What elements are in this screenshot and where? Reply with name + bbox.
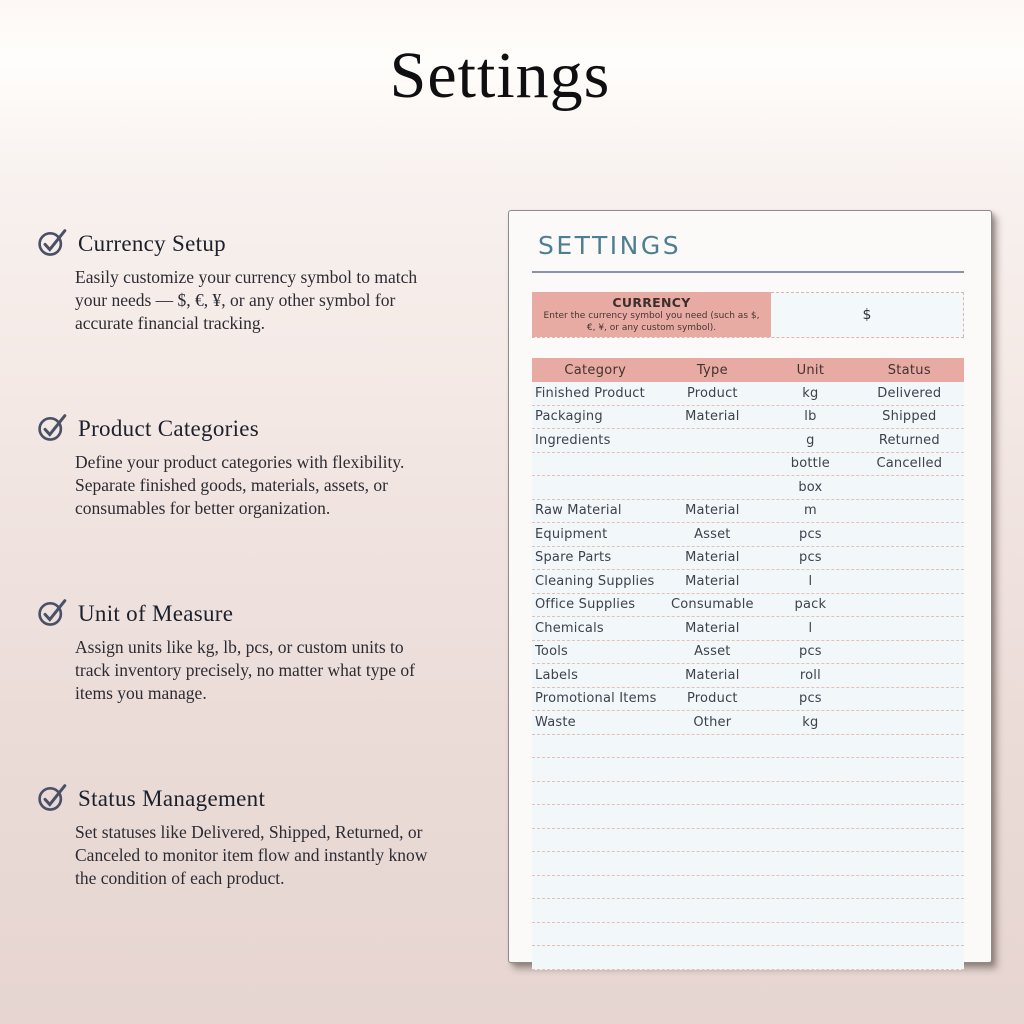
cell-category[interactable]: Packaging — [535, 409, 603, 425]
cell-category[interactable] — [532, 735, 659, 758]
cell-type[interactable] — [659, 829, 767, 852]
table-row — [532, 758, 964, 782]
table-row — [532, 852, 964, 876]
currency-help-text: Enter the currency symbol you need (such as $, €, ¥, or any custom symbol). — [543, 310, 760, 333]
cell-category[interactable] — [532, 758, 659, 781]
cell-status[interactable] — [855, 641, 964, 664]
table-row — [532, 382, 964, 406]
cell-unit[interactable] — [766, 782, 855, 805]
cell-status[interactable] — [855, 899, 964, 922]
cell-unit[interactable]: l — [808, 573, 813, 589]
cell-unit[interactable] — [766, 876, 855, 899]
check-circle-icon — [38, 598, 70, 627]
feature-title: Status Management — [78, 785, 266, 811]
table-row — [532, 617, 964, 641]
cell-unit[interactable]: box — [798, 479, 823, 495]
table-row — [532, 594, 964, 618]
check-circle-icon — [38, 783, 70, 812]
cell-category[interactable] — [532, 829, 659, 852]
feature-unit-of-measure — [38, 600, 458, 723]
cell-type[interactable]: Material — [685, 667, 740, 683]
cell-type[interactable]: Consumable — [670, 597, 754, 613]
cell-type[interactable] — [659, 758, 767, 781]
cell-status[interactable] — [855, 570, 964, 593]
title-divider — [532, 271, 964, 273]
cell-category[interactable]: Finished Product — [535, 385, 645, 401]
cell-status[interactable] — [855, 829, 964, 852]
cell-type[interactable] — [659, 476, 767, 499]
cell-category[interactable] — [532, 923, 659, 946]
cell-category[interactable]: Spare Parts — [535, 550, 612, 566]
cell-status[interactable] — [855, 711, 964, 734]
categories-table — [532, 358, 964, 970]
cell-status[interactable] — [855, 852, 964, 875]
cell-type[interactable] — [659, 805, 767, 828]
table-row — [532, 664, 964, 688]
cell-type[interactable] — [659, 429, 767, 452]
currency-label-cell — [532, 292, 771, 337]
page-title: Settings — [389, 39, 611, 112]
cell-unit[interactable]: roll — [799, 667, 821, 683]
feature-description: Define your product categories with flexibility. Separate finished goods, materials, assets, or consumables for better organization. — [75, 452, 405, 518]
cell-type[interactable]: Asset — [694, 526, 731, 542]
cell-unit[interactable]: kg — [802, 714, 819, 730]
cell-unit[interactable] — [766, 923, 855, 946]
feature-product-categories — [38, 415, 458, 538]
cell-unit[interactable] — [766, 946, 855, 969]
column-header-unit: Unit — [796, 362, 825, 378]
cell-status[interactable] — [855, 617, 964, 640]
table-row — [532, 923, 964, 947]
cell-type[interactable]: Material — [685, 620, 740, 636]
cell-category[interactable]: Office Supplies — [535, 597, 636, 613]
table-row — [532, 570, 964, 594]
cell-status[interactable] — [855, 782, 964, 805]
cell-type[interactable] — [659, 782, 767, 805]
cell-unit[interactable]: pcs — [799, 644, 822, 660]
cell-category[interactable] — [532, 876, 659, 899]
feature-status-management — [38, 785, 458, 908]
cell-unit[interactable]: bottle — [790, 456, 830, 472]
cell-type[interactable]: Product — [686, 691, 738, 707]
table-row — [532, 523, 964, 547]
table-row — [532, 899, 964, 923]
cell-category[interactable] — [532, 782, 659, 805]
table-row — [532, 476, 964, 500]
cell-unit[interactable]: l — [808, 620, 813, 636]
cell-unit[interactable] — [766, 852, 855, 875]
cell-status[interactable]: Delivered — [877, 385, 942, 401]
cell-type[interactable] — [659, 852, 767, 875]
cell-unit[interactable]: lb — [804, 409, 817, 425]
cell-unit[interactable]: m — [803, 503, 817, 519]
table-body — [532, 382, 964, 970]
cell-category[interactable] — [532, 453, 659, 476]
cell-unit[interactable] — [766, 735, 855, 758]
cell-type[interactable]: Material — [685, 503, 740, 519]
cell-type[interactable] — [659, 946, 767, 969]
cell-status[interactable]: Cancelled — [876, 456, 943, 472]
cell-unit[interactable]: pcs — [799, 550, 822, 566]
cell-unit[interactable] — [766, 899, 855, 922]
cell-category[interactable] — [532, 805, 659, 828]
table-header-row — [532, 358, 964, 382]
table-row — [532, 805, 964, 829]
check-circle-icon — [38, 413, 70, 442]
table-row — [532, 547, 964, 571]
feature-list — [38, 230, 458, 970]
cell-type[interactable] — [659, 876, 767, 899]
cell-status[interactable] — [855, 946, 964, 969]
table-row — [532, 688, 964, 712]
currency-label: CURRENCY — [612, 294, 691, 310]
sheet-title: SETTINGS — [538, 231, 682, 260]
cell-type[interactable] — [659, 735, 767, 758]
feature-title: Unit of Measure — [78, 600, 234, 626]
cell-category[interactable]: Raw Material — [535, 503, 622, 519]
cell-status[interactable] — [855, 923, 964, 946]
feature-description: Set statuses like Delivered, Shipped, Returned, or Canceled to monitor item flow and instantly know the condition of each product. — [75, 822, 428, 888]
cell-type[interactable]: Material — [685, 409, 740, 425]
cell-category[interactable] — [532, 852, 659, 875]
cell-unit[interactable] — [766, 829, 855, 852]
cell-unit[interactable]: pack — [794, 597, 827, 613]
cell-status[interactable] — [855, 688, 964, 711]
table-row — [532, 500, 964, 524]
table-row — [532, 406, 964, 430]
column-header-category: Category — [564, 362, 627, 378]
cell-type[interactable]: Asset — [694, 644, 731, 660]
cell-category[interactable]: Promotional Items — [535, 691, 657, 707]
cell-type[interactable]: Other — [693, 714, 732, 730]
cell-category[interactable]: Ingredients — [535, 432, 611, 448]
cell-type[interactable]: Material — [685, 550, 740, 566]
cell-status[interactable] — [855, 758, 964, 781]
cell-status[interactable]: Returned — [878, 432, 940, 448]
cell-status[interactable] — [855, 547, 964, 570]
cell-category[interactable]: Chemicals — [535, 620, 604, 636]
feature-description: Assign units like kg, lb, pcs, or custom units to track inventory precisely, no matter what type of items you manage. — [75, 637, 415, 703]
cell-category[interactable]: Waste — [535, 714, 576, 730]
cell-unit[interactable] — [766, 805, 855, 828]
currency-value-cell[interactable]: $ — [771, 292, 964, 337]
cell-status[interactable] — [855, 523, 964, 546]
cell-status[interactable] — [855, 805, 964, 828]
cell-category[interactable] — [532, 899, 659, 922]
feature-currency-setup — [38, 230, 458, 353]
cell-status[interactable] — [855, 876, 964, 899]
feature-title: Currency Setup — [78, 230, 226, 256]
table-row — [532, 429, 964, 453]
cell-category[interactable]: Labels — [535, 667, 579, 683]
cell-status[interactable] — [855, 735, 964, 758]
cell-category[interactable] — [532, 946, 659, 969]
cell-category[interactable]: Tools — [535, 644, 569, 660]
cell-unit[interactable]: kg — [802, 385, 819, 401]
cell-unit[interactable]: pcs — [799, 526, 822, 542]
table-row — [532, 876, 964, 900]
currency-setting-row — [532, 292, 964, 338]
check-circle-icon — [38, 228, 70, 257]
table-row — [532, 453, 964, 477]
feature-title: Product Categories — [78, 415, 260, 441]
cell-type[interactable] — [659, 923, 767, 946]
column-header-status: Status — [887, 362, 931, 378]
table-row — [532, 829, 964, 853]
feature-description: Easily customize your currency symbol to match your needs — $, €, ¥, or any other symbol for accurate financial tracking. — [75, 267, 418, 333]
cell-status[interactable] — [855, 664, 964, 687]
cell-category[interactable] — [532, 476, 659, 499]
cell-unit[interactable] — [766, 758, 855, 781]
cell-type[interactable]: Product — [686, 385, 738, 401]
table-row — [532, 641, 964, 665]
column-header-type: Type — [696, 362, 728, 378]
cell-type[interactable]: Material — [685, 573, 740, 589]
cell-type[interactable] — [659, 453, 767, 476]
cell-status[interactable]: Shipped — [882, 409, 937, 425]
table-row — [532, 711, 964, 735]
cell-status[interactable] — [855, 594, 964, 617]
cell-unit[interactable]: pcs — [799, 691, 822, 707]
cell-status[interactable] — [855, 476, 964, 499]
table-row — [532, 946, 964, 970]
cell-type[interactable] — [659, 899, 767, 922]
table-row — [532, 782, 964, 806]
settings-sheet-panel — [508, 210, 992, 963]
cell-unit[interactable]: g — [806, 432, 815, 448]
cell-category[interactable]: Cleaning Supplies — [535, 573, 655, 589]
cell-status[interactable] — [855, 500, 964, 523]
cell-category[interactable]: Equipment — [535, 526, 608, 542]
table-row — [532, 735, 964, 759]
